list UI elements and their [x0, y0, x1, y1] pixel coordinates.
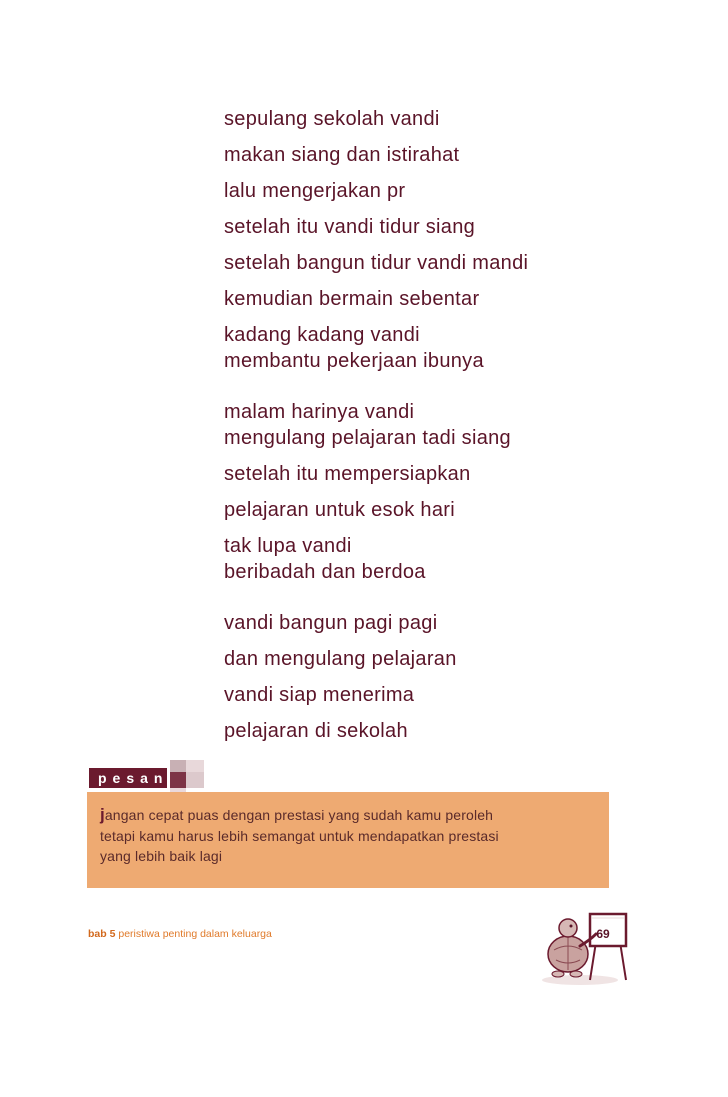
poem-line: malam harinya vandi: [224, 401, 415, 423]
poem-line: setelah itu vandi tidur siang: [224, 216, 476, 238]
poem-line-group: [224, 214, 704, 240]
poem-line: sepulang sekolah vandi: [224, 108, 440, 130]
poem-line-group: [224, 610, 704, 636]
poem-line-group: [224, 399, 704, 451]
poem-line-group: [224, 178, 704, 204]
poem-line-group: [224, 646, 704, 672]
poem-line-group: [224, 106, 704, 132]
decorative-square: [186, 760, 204, 772]
chapter-number: bab 5: [88, 928, 116, 940]
poem-line: makan siang dan istirahat: [224, 144, 460, 166]
poem-line: kadang kadang vandi: [224, 324, 420, 346]
poem-line: vandi siap menerima: [224, 684, 415, 706]
poem-stanza: [224, 610, 704, 744]
decorative-square: [186, 772, 204, 788]
chapter-footer: [88, 927, 272, 941]
poem-line: lalu mengerjakan pr: [224, 180, 406, 202]
poem-line: setelah bangun tidur vandi mandi: [224, 252, 529, 274]
poem-line-group: [224, 461, 704, 487]
poem-line-group: [224, 286, 704, 312]
poem-line-group: [224, 142, 704, 168]
pesan-label: pesan: [98, 770, 169, 786]
poem: [224, 106, 704, 744]
poem-line: membantu pekerjaan ibunya: [224, 350, 484, 372]
poem-line-group: [224, 250, 704, 276]
poem-line: setelah itu mempersiapkan: [224, 463, 471, 485]
message-text: [100, 805, 600, 867]
poem-line: dan mengulang pelajaran: [224, 648, 457, 670]
poem-line: tak lupa vandi: [224, 535, 352, 557]
poem-line-group: [224, 718, 704, 744]
page-number: 69: [596, 927, 610, 941]
poem-line: pelajaran di sekolah: [224, 720, 408, 742]
poem-line: pelajaran untuk esok hari: [224, 499, 455, 521]
poem-line: vandi bangun pagi pagi: [224, 612, 438, 634]
poem-line-group: [224, 682, 704, 708]
message-line: [100, 805, 600, 826]
decorative-square: [170, 772, 186, 788]
message-line-text: angan cepat puas dengan prestasi yang sudah kamu peroleh: [104, 807, 494, 823]
poem-stanza: [224, 106, 704, 374]
chapter-title: peristiwa penting dalam keluarga: [118, 928, 272, 940]
message-line: yang lebih baik lagi: [100, 848, 223, 864]
poem-line-group: [224, 322, 704, 374]
poem-line: kemudian bermain sebentar: [224, 288, 480, 310]
poem-line-group: [224, 533, 704, 585]
poem-line-group: [224, 497, 704, 523]
message-line: tetapi kamu harus lebih semangat untuk mendapatkan prestasi: [100, 827, 499, 844]
poem-stanza: [224, 399, 704, 585]
decorative-square: [170, 760, 186, 772]
poem-line: mengulang pelajaran tadi siang: [224, 427, 511, 449]
poem-line: beribadah dan berdoa: [224, 561, 426, 583]
drop-letter: j: [100, 805, 105, 824]
turtle-easel-icon: [540, 906, 630, 986]
